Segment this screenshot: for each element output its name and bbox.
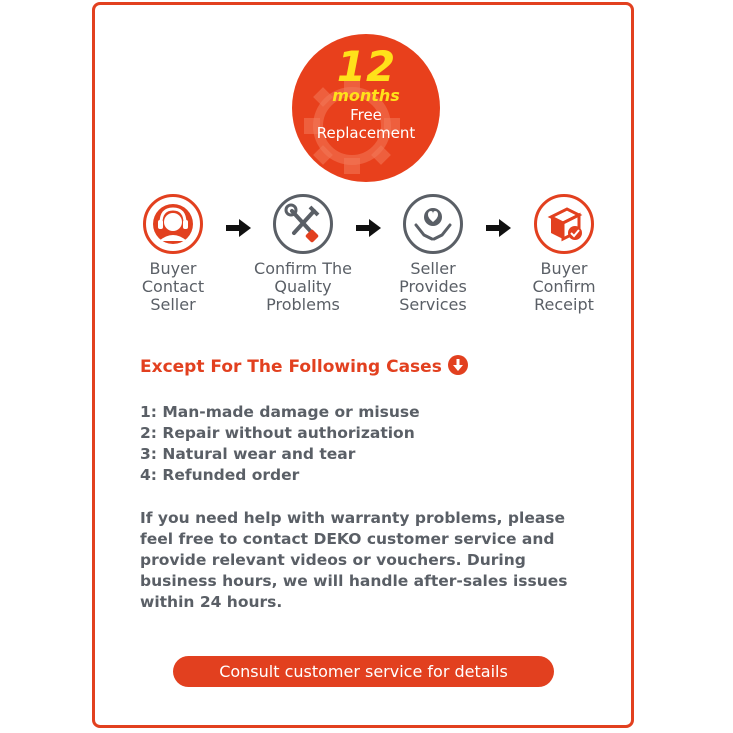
step-label: Seller Provides Services: [399, 259, 467, 314]
headset-agent-icon: [143, 194, 203, 254]
step-confirm-quality: [238, 194, 368, 314]
help-text: If you need help with warranty problems, please feel free to contact DEKO customer service and provide relevant videos or vouchers. During business hours, we will handle after-sales issues within 24 hours.: [140, 509, 568, 611]
tools-icon: [273, 194, 333, 254]
heart-hands-icon: [403, 194, 463, 254]
badge-number: 12: [336, 42, 396, 91]
step-seller-services: [368, 194, 498, 314]
step-buyer-confirm-receipt: [499, 194, 629, 314]
list-item: 4: Refunded order: [140, 466, 300, 484]
list-item: 3: Natural wear and tear: [140, 445, 356, 463]
exceptions-heading: [140, 355, 468, 377]
list-item: 1: Man-made damage or misuse: [140, 403, 420, 421]
exceptions-list: [140, 402, 420, 486]
step-label: Buyer Confirm Receipt: [532, 259, 596, 314]
arrow-down-circle-icon: [448, 355, 468, 375]
exceptions-title: Except For The Following Cases: [140, 357, 442, 377]
step-label: Buyer Contact Seller: [141, 259, 205, 314]
list-item: 2: Repair without authorization: [140, 424, 415, 442]
badge-line-free: Free: [350, 106, 382, 124]
badge-unit: months: [332, 86, 400, 105]
package-check-icon: [534, 194, 594, 254]
step-label: Confirm The Quality Problems: [254, 259, 352, 314]
badge-line-replacement: Replacement: [316, 124, 416, 142]
warranty-badge: [292, 34, 440, 182]
step-buyer-contact-seller: [108, 194, 238, 314]
consult-button[interactable]: Consult customer service for details: [173, 656, 554, 687]
